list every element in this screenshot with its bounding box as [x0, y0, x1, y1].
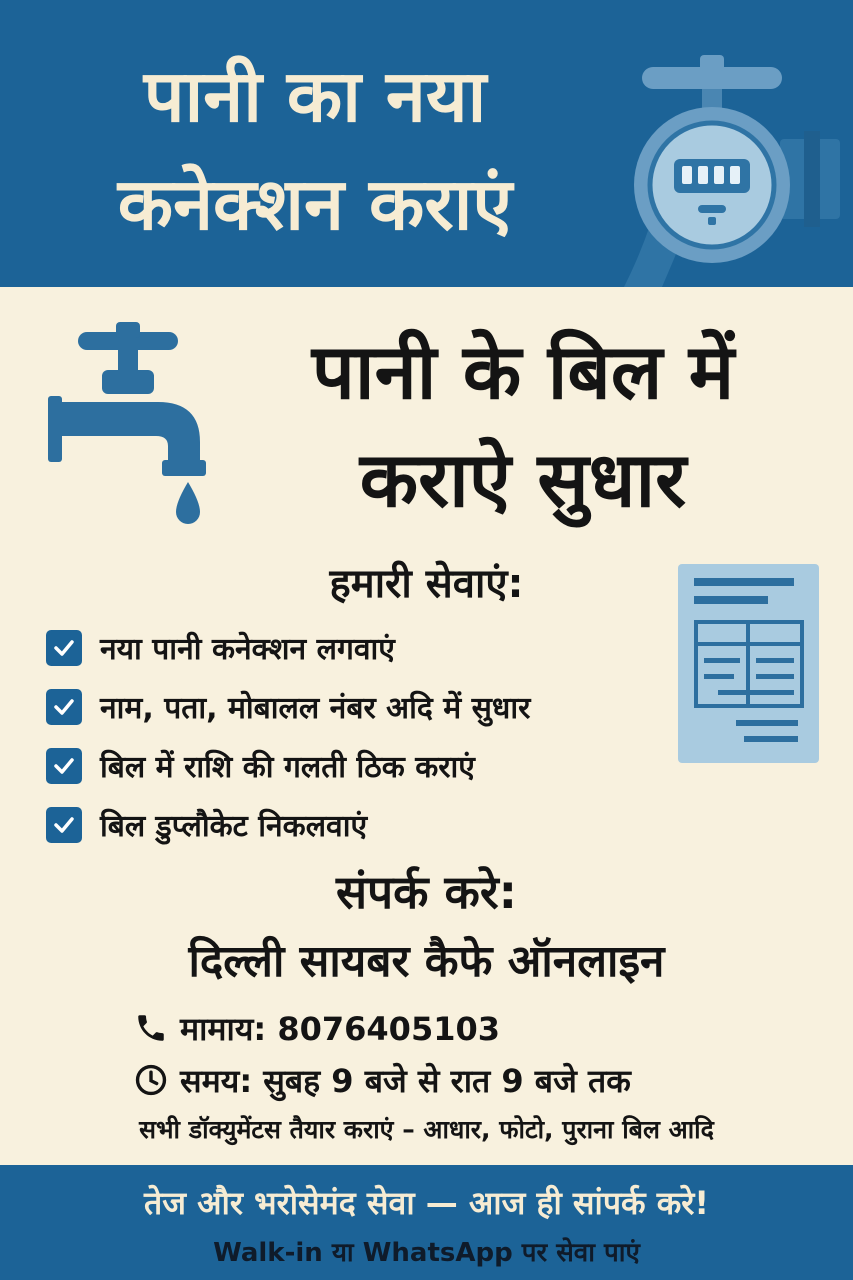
water-tap-icon	[48, 322, 228, 530]
service-text: बिल डुप्लौकेट निकलवाएं	[100, 809, 368, 844]
service-item	[46, 618, 676, 677]
header-title-line-1: पानी का नया	[143, 54, 487, 138]
phone-row[interactable]	[134, 1004, 500, 1052]
phone-number: मामाय: 8076405103	[180, 1009, 501, 1048]
opening-hours: समय: सुबह 9 बजे से रात 9 बजे तक	[180, 1061, 631, 1100]
business-name: दिल्ली सायबर कैफे ऑनलाइन	[188, 936, 665, 987]
service-text: नाम, पता, मोबालल नंबर अदि में सुधार	[100, 691, 531, 726]
water-meter-icon	[610, 55, 840, 287]
footer-walkin-note: Walk-in या WhatsApp पर सेवा पाएं	[213, 1238, 640, 1268]
service-item	[46, 677, 676, 736]
checkbox-icon	[46, 689, 82, 725]
header-title-line-2: कनेक्शन कराएं	[117, 162, 513, 246]
bill-title-line-1: पानी के बिल में	[311, 327, 735, 416]
hours-row	[134, 1056, 631, 1104]
contact-heading: संपर्क करे:	[335, 865, 518, 919]
checkbox-icon	[46, 807, 82, 843]
header-banner	[0, 0, 853, 287]
header-title	[30, 42, 600, 258]
service-item	[46, 795, 676, 854]
footer-banner	[0, 1165, 853, 1280]
checkbox-icon	[46, 630, 82, 666]
clock-icon	[134, 1063, 168, 1097]
phone-icon	[134, 1011, 168, 1045]
services-list	[46, 618, 676, 854]
service-item	[46, 736, 676, 795]
services-heading: हमारी सेवाएं:	[329, 561, 524, 607]
documents-note: सभी डॉक्युमेंटस तैयार कराएं – आधार, फोटो, पुराना बिल आदि	[139, 1115, 714, 1144]
checkbox-icon	[46, 748, 82, 784]
bill-correction-title	[248, 318, 798, 534]
bill-title-line-2: कराऐ सुधार	[359, 435, 687, 524]
footer-tagline: तेज और भरोसेमंद सेवा — आज ही सांपर्क करे!	[144, 1184, 709, 1222]
service-text: बिल में राशि की गलती ठिक कराएं	[100, 750, 475, 785]
service-text: नया पानी कनेक्शन लगवाएं	[100, 632, 395, 667]
bill-document-icon	[678, 564, 819, 763]
